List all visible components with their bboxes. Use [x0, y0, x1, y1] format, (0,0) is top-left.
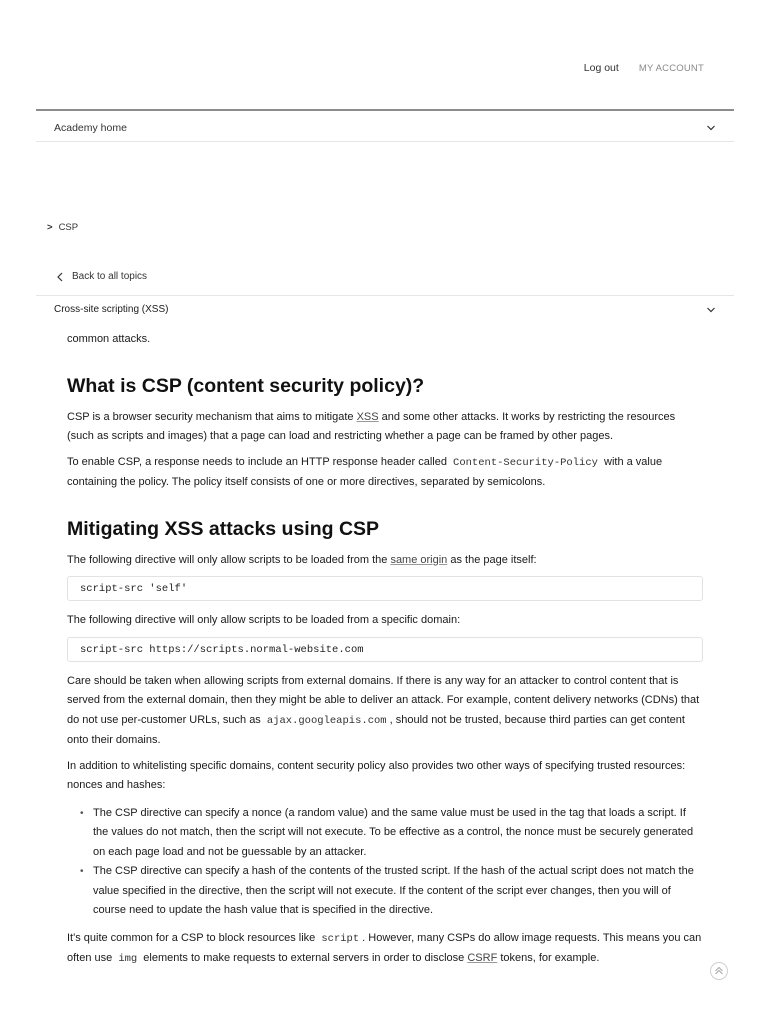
breadcrumb — [47, 222, 78, 233]
my-account-link[interactable]: MY ACCOUNT — [638, 62, 704, 74]
paragraph — [67, 453, 703, 493]
heading-what-is-csp: What is CSP (content security policy)? — [67, 374, 425, 397]
code-block[interactable]: script-src https://scripts.normal-website.com — [67, 637, 703, 662]
back-to-topics-label: Back to all topics — [72, 271, 148, 282]
scroll-to-top-button[interactable] — [710, 962, 728, 980]
code-block[interactable]: script-src 'self' — [67, 576, 703, 601]
chevron-left-icon — [57, 272, 63, 282]
text: tokens, for example. — [497, 952, 600, 964]
article-content — [67, 330, 703, 976]
list-item: • The CSP directive can specify a nonce (a random value) and the same value must be used in the tag that loads a script. If the values do not match, then the script will not execute. To be effective as a control, the nonce must be securely generated on each page load and not be guessable by an attacker. — [93, 804, 703, 863]
csrf-link[interactable]: CSRF — [467, 952, 498, 964]
text: To enable CSP, a response needs to include an HTTP response header called — [67, 455, 451, 468]
inline-code: Content-Security-Policy — [453, 456, 598, 469]
text: It's quite common for a CSP to block resources like — [67, 931, 319, 944]
chevron-down-icon — [706, 123, 716, 133]
paragraph — [67, 551, 703, 571]
list-item: • The CSP directive can specify a hash of the contents of the trusted script. If the hash of the actual script does not match the value specified in the directive, then the script will not execute. If the content of the script ever changes, then you will of course need to update the hash value that is specified in the directive. — [93, 862, 703, 921]
chevron-up-icon — [711, 963, 727, 979]
text: The following directive will only allow scripts to be loaded from the — [67, 553, 391, 566]
inline-code: script — [321, 932, 360, 945]
text: and some other attacks. It works by restricting the resources (such as scripts and images) that a page can load and restricting whether a page can be framed by other pages. — [67, 410, 676, 442]
text: CSP is a browser security mechanism that aims to mitigate — [67, 410, 357, 423]
paragraph — [67, 929, 703, 970]
heading-mitigating-xss: Mitigating XSS attacks using CSP — [67, 517, 380, 540]
text: as the page itself: — [447, 553, 537, 566]
xss-link[interactable]: XSS — [356, 410, 379, 423]
intro-tail: common attacks. — [67, 333, 151, 345]
paragraph — [67, 408, 703, 447]
paragraph: The following directive will only allow scripts to be loaded from a specific domain: — [67, 614, 461, 626]
chevron-down-icon — [706, 305, 716, 315]
top-nav — [584, 62, 704, 74]
text: , should not be trusted, because third parties can get content onto their domains. — [67, 713, 685, 746]
inline-code: img — [118, 953, 138, 965]
text: with a value containing the policy. The policy itself consists of one or more directives, separated by semicolons. — [67, 455, 663, 488]
paragraph: In addition to whitelisting specific domains, content security policy also provides two other ways of specifying trusted resources: nonces and hashes: — [67, 759, 686, 791]
bullet-list — [67, 804, 703, 921]
text: elements to make requests to external servers in order to disclose — [140, 952, 468, 964]
topic-dropdown[interactable] — [36, 295, 734, 323]
academy-home-dropdown[interactable] — [36, 114, 734, 142]
text: . However, many CSPs do allow image requests. This means you can often use — [67, 931, 702, 964]
same-origin-link[interactable]: same origin — [390, 553, 448, 566]
topic-label: Cross-site scripting (XSS) — [54, 304, 169, 315]
breadcrumb-current[interactable]: CSP — [58, 222, 79, 233]
inline-code: ajax.googleapis.com — [266, 714, 387, 727]
logout-link[interactable]: Log out — [583, 62, 619, 74]
academy-home-label: Academy home — [54, 121, 127, 134]
breadcrumb-separator: > — [47, 222, 53, 233]
paragraph — [67, 672, 703, 751]
back-to-topics-link[interactable] — [57, 271, 147, 282]
text: Care should be taken when allowing scripts from external domains. If there is any way for an attacker to control content that is served from the external domain, then they might be able to deliver an attack. For example, content delivery networks (CDNs) that do not use per-customer URLs, such as — [67, 674, 700, 726]
header-divider — [36, 109, 734, 111]
